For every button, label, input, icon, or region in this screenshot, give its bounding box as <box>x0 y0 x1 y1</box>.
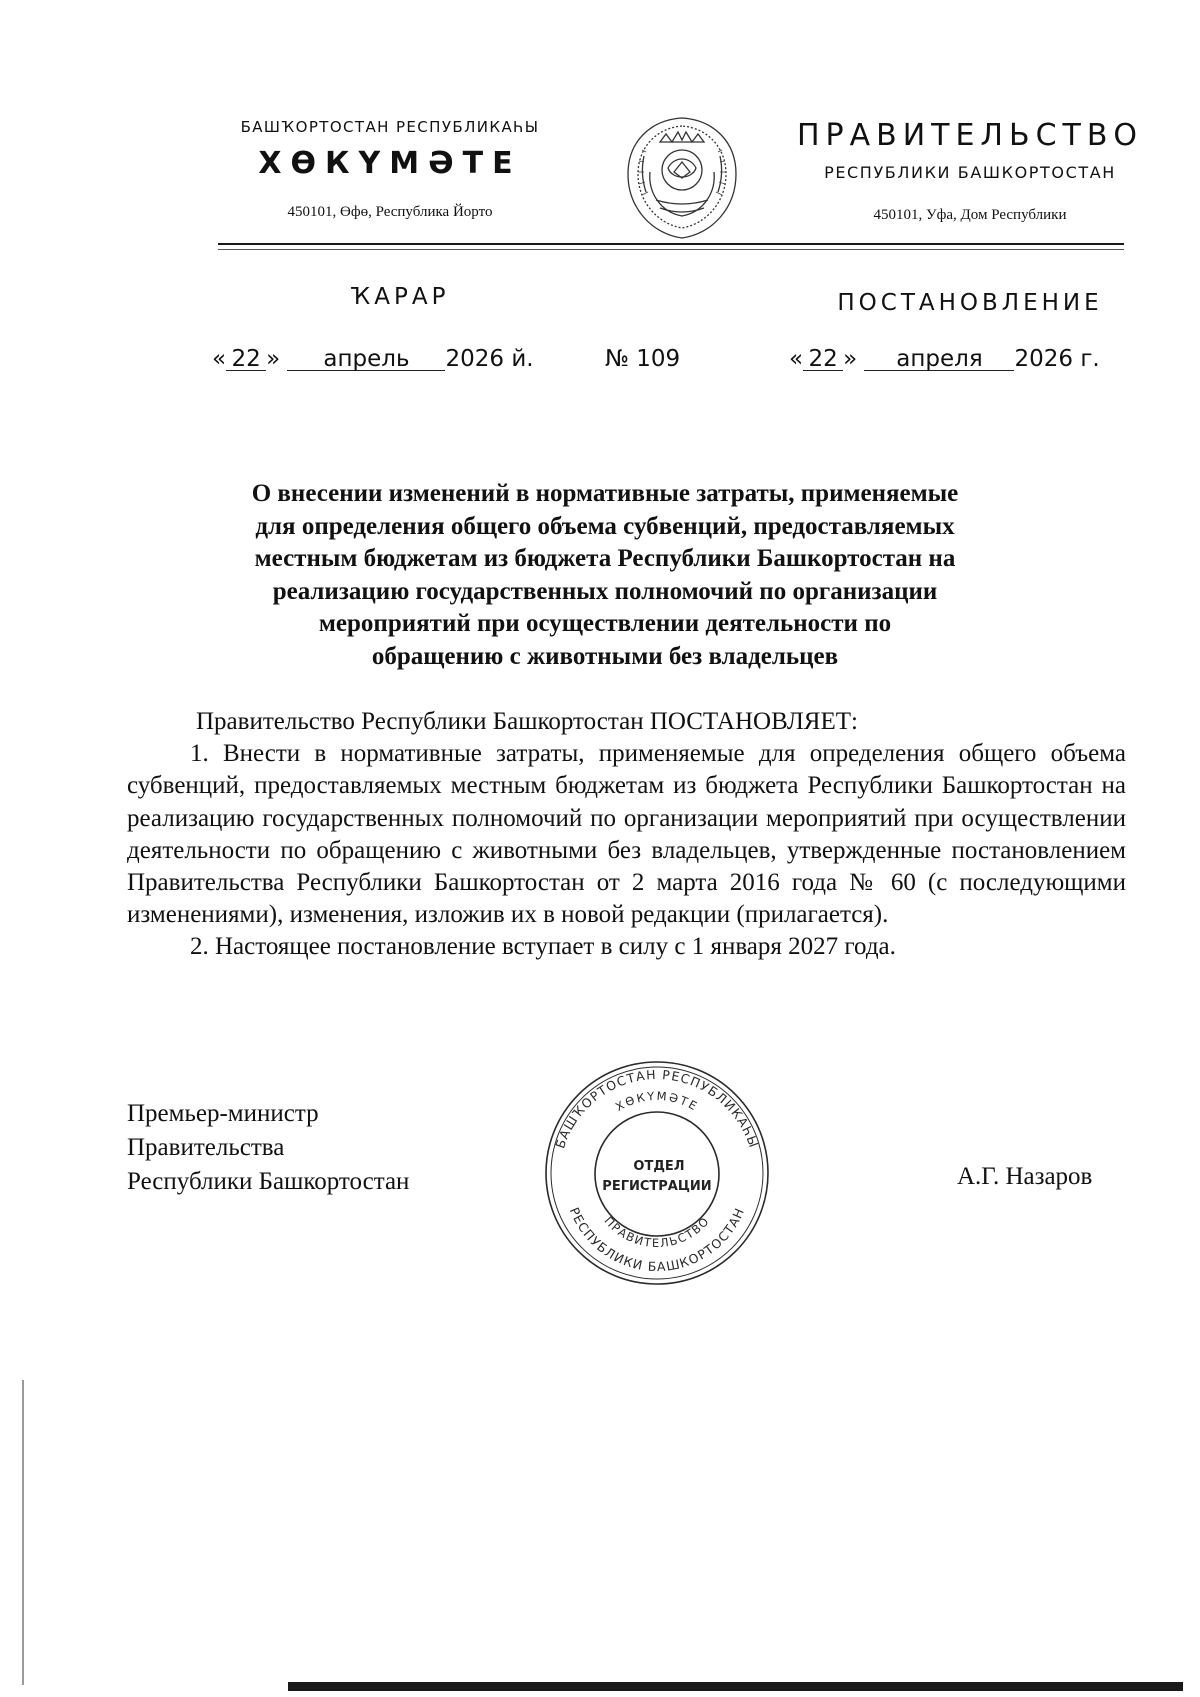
doc-type-russian: ПОСТАНОВЛЕНИЕ <box>837 290 1103 316</box>
header-left-line1: БАШҠОРТОСТАН РЕСПУБЛИКАҺЫ <box>240 118 540 136</box>
document-body <box>127 706 1126 964</box>
header-left-address: 450101, Өфө, Республика Йорто <box>287 204 493 220</box>
header-divider-thin <box>218 249 1124 250</box>
body-item-2: 2. Настоящее постановление вступает в силу с 1 января 2027 года. <box>190 933 896 961</box>
title-line: местным бюджетам из бюджета Республики Башкортостан на <box>254 545 956 572</box>
signature-position-line: Республики Башкортостан <box>127 1168 410 1195</box>
signature-position-line: Премьер-министр <box>127 1100 319 1127</box>
header-right-title: ПРАВИТЕЛЬСТВО <box>796 118 1144 153</box>
date-left-year: 2026 й. <box>445 346 534 372</box>
date-right-open-quote: « <box>789 346 804 372</box>
stamp-inner-bottom-text: ПРАВИТЕЛЬСТВО <box>601 1213 713 1251</box>
stamp-center-line2: РЕГИСТРАЦИИ <box>602 1179 712 1194</box>
title-line: обращению с животными без владельцев <box>371 642 839 670</box>
date-left-close-quote: » <box>266 346 281 372</box>
title-line: О внесении изменений в нормативные затраты, применяемые <box>251 480 959 507</box>
header-right-line2: РЕСПУБЛИКИ БАШКОРТОСТАН <box>824 163 1116 182</box>
header-right-address: 450101, Уфа, Дом Республики <box>873 207 1067 223</box>
signatory-name: А.Г. Назаров <box>957 1163 1093 1190</box>
date-right-month: апреля <box>864 348 1014 371</box>
body-intro: Правительство Республики Башкортостан ПОСТАНОВЛЯЕТ: <box>196 708 858 735</box>
signature-position-line: Правительства <box>127 1134 285 1161</box>
date-left-month: апрель <box>287 348 445 371</box>
date-left-day: 22 <box>226 348 266 371</box>
title-line: для определения общего объема субвенций, предоставляемых <box>255 512 955 540</box>
stamp-outer-top-text: БАШҠОРТОСТАН РЕСПУБЛИКАҺЫ <box>552 1066 762 1151</box>
body-item-1: 1. Внести в нормативные затраты, применяемые для определения общего объема субвенций, предоставляемых местным бюджетам из бюджета Республики Башкортостан на реализацию государственных полномочий по организации мероприятий при осуществлении деятельности по обращению с животными без владельцев, утвержденные постановлением Правительства Республики Башкортостан от 2 марта 2016 года № 60 (с последующими изменениями), изменения, изложив их в новой редакции (прилагается). <box>127 740 1126 929</box>
header-divider <box>218 243 1124 245</box>
bottom-border-rule <box>288 1682 1183 1691</box>
date-right-close-quote: » <box>843 346 858 372</box>
stamp-outer-bottom-text: РЕСПУБЛИКИ БАШКОРТОСТАН <box>566 1205 748 1275</box>
header-left-title: ХӨКҮМӘТЕ <box>258 146 522 181</box>
doc-type-bashkir: ҠАРАР <box>350 284 450 310</box>
date-left-open-quote: « <box>212 346 227 372</box>
date-right <box>789 346 1100 372</box>
coat-of-arms-icon <box>620 112 744 244</box>
scan-edge-mark <box>22 1380 24 1685</box>
document-number: № 109 <box>605 346 681 372</box>
document-title <box>170 478 1040 673</box>
date-left <box>212 346 534 372</box>
date-right-year: 2026 г. <box>1014 346 1100 372</box>
stamp-center-line1: ОТДЕЛ <box>633 1159 685 1174</box>
stamp-inner-top-text: ХӨКҮМӘТЕ <box>613 1088 701 1115</box>
title-line: мероприятий при осуществлении деятельности по <box>318 610 892 637</box>
signature-position <box>127 1097 409 1199</box>
date-right-day: 22 <box>803 348 843 371</box>
title-line: реализацию государственных полномочий по организации <box>272 577 938 605</box>
registration-stamp-icon <box>542 1058 772 1288</box>
